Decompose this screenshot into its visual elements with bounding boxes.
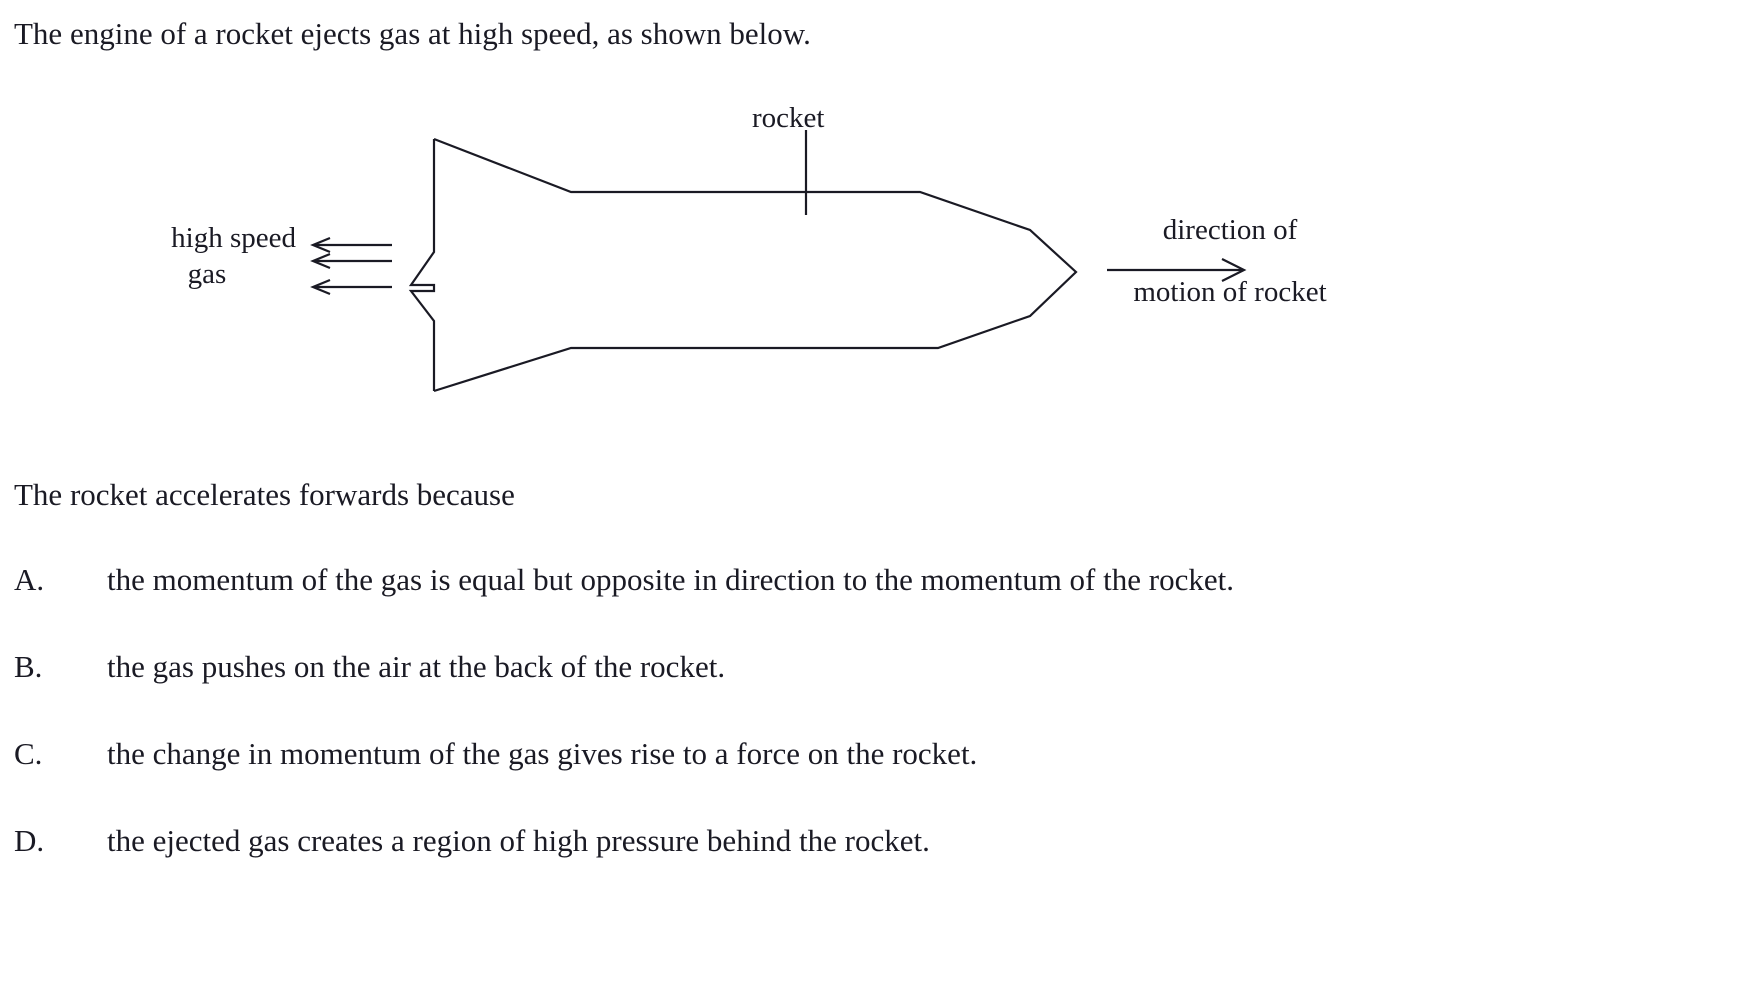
option-c-text: the change in momentum of the gas gives rise to a force on the rocket. — [107, 736, 978, 771]
option-a-letter: A. — [14, 562, 45, 597]
question-stem: The engine of a rocket ejects gas at high speed, as shown below. — [14, 16, 811, 51]
gas-arrows — [313, 238, 392, 294]
answer-options — [14, 560, 1714, 908]
option-a-text: the momentum of the gas is equal but opposite in direction to the momentum of the rocket. — [107, 562, 1234, 597]
high-speed-gas-label — [136, 220, 296, 292]
direction-label-line1: direction of — [1162, 214, 1298, 246]
rocket-body-outline — [411, 139, 1076, 391]
option-b[interactable] — [14, 647, 1714, 734]
option-a[interactable] — [14, 560, 1714, 647]
question-lead-in: The rocket accelerates forwards because — [14, 477, 515, 512]
high-speed-gas-label-line2: gas — [187, 258, 227, 290]
high-speed-gas-label-line1: high speed — [171, 222, 296, 254]
option-c[interactable] — [14, 734, 1714, 821]
option-d[interactable] — [14, 821, 1714, 908]
option-d-letter: D. — [14, 823, 45, 858]
rocket-figure — [0, 80, 1560, 440]
option-d-text: the ejected gas creates a region of high pressure behind the rocket. — [107, 823, 930, 858]
rocket-label: rocket — [752, 102, 825, 134]
option-b-letter: B. — [14, 649, 43, 684]
direction-of-motion-label — [1100, 212, 1360, 310]
option-c-letter: C. — [14, 736, 43, 771]
option-b-text: the gas pushes on the air at the back of the rocket. — [107, 649, 726, 684]
direction-label-line2: motion of rocket — [1133, 276, 1327, 308]
